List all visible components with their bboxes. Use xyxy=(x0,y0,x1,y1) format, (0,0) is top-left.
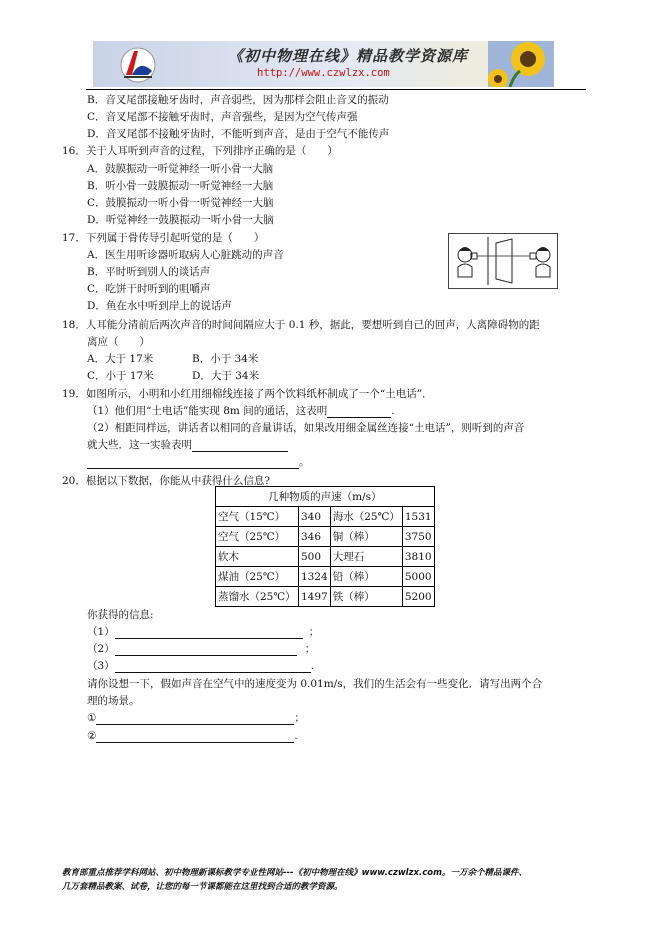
table-cell: 500 xyxy=(299,547,331,567)
table-cell: 大理石 xyxy=(330,547,402,567)
option-16a: A．鼓膜振动一听觉神经一听小骨一大脑 xyxy=(87,163,274,175)
answer-blank-19-1[interactable] xyxy=(327,405,391,418)
option-15c: C．音叉尾部不接触牙齿时，声音强些，是因为空气传声强 xyxy=(87,111,358,123)
question-18-cont: 离应（ ） xyxy=(87,336,150,348)
table-row xyxy=(216,507,435,527)
footer-line-1: 教育部重点推荐学科网站、初中物理新课标教学专业性网站---《初中物理在线》www.czwlzx.com。一万余个精品课件、 xyxy=(62,868,527,878)
table-cell: 5000 xyxy=(402,567,434,587)
question-16: 16．关于人耳听到声音的过程，下列排序正确的是（ ） xyxy=(62,145,338,157)
info-2-label: （2） xyxy=(87,643,115,655)
question-17: 17．下列属于骨传导引起听觉的是（ ） xyxy=(62,232,265,244)
answer-blank-19-2b[interactable] xyxy=(87,456,299,469)
question-18: 18．人耳能分清前后两次声音的时间间隔应大于 0.1 秒，据此，要想听到自己的回声，人离障碍物的距 xyxy=(62,319,540,331)
option-16d: D．听觉神经一鼓膜振动一听小骨一大脑 xyxy=(87,214,274,226)
string-telephone-figure xyxy=(448,233,558,289)
q19-part2-text: 就大些．这一实验表明 xyxy=(87,439,192,451)
option-15d: D．音叉尾部不接触牙齿时，不能听到声音，是由于空气不能传声 xyxy=(87,128,390,140)
option-16c: C．鼓膜振动一听小骨一听觉神经一大脑 xyxy=(87,197,274,209)
banner-title: 《初中物理在线》精品教学资源库 xyxy=(228,47,469,65)
imagine-prompt: 请你设想一下，假如声音在空气中的速度变为 0.01m/s，我们的生活会有一些变化．请写出两个合 xyxy=(87,678,543,690)
table-cell: 1531 xyxy=(402,507,434,527)
site-logo-icon xyxy=(118,45,158,83)
scenario-1-label: ① xyxy=(87,712,97,724)
info-2-end: ； xyxy=(304,643,316,655)
option-15b: B．音叉尾部接触牙齿时，声音弱些，因为那样会阻止音叉的振动 xyxy=(87,94,389,106)
table-cell: 铅（棒） xyxy=(330,567,402,587)
table-row xyxy=(216,567,435,587)
answer-blank-scenario-1[interactable] xyxy=(96,712,294,725)
q19-part1-text: （1）他们用“土电话”能实现 8m 间的通话，这表明 xyxy=(87,405,328,417)
table-cell: 340 xyxy=(299,507,331,527)
question-19-part2-line2 xyxy=(87,455,310,469)
info-line-3 xyxy=(87,659,314,673)
table-cell: 煤油（25℃） xyxy=(216,567,299,587)
info-3-end: . xyxy=(310,660,315,672)
option-17d: D．鱼在水中听到岸上的说话声 xyxy=(87,300,232,312)
info-label: 你获得的信息: xyxy=(87,609,154,621)
table-cell: 1324 xyxy=(299,567,331,587)
table-row xyxy=(216,547,435,567)
page-footer xyxy=(62,866,527,894)
option-17a: A．医生用听诊器听取病人心脏跳动的声音 xyxy=(87,249,284,261)
option-18c: C．小于 17米 xyxy=(87,370,154,382)
question-19-part2-cont xyxy=(87,438,288,452)
table-cell: 空气（15℃） xyxy=(216,507,299,527)
scenario-1-end: ； xyxy=(294,712,305,724)
info-line-2 xyxy=(87,642,315,656)
option-18d: D．大于 34米 xyxy=(192,370,260,382)
table-cell: 5200 xyxy=(402,587,434,607)
sunflower-icon xyxy=(488,41,554,87)
question-20: 20．根据以下数据，你能从中获得什么信息? xyxy=(62,475,270,487)
table-cell: 铁（棒） xyxy=(330,587,402,607)
scenario-line-1 xyxy=(87,711,305,725)
table-cell: 铜（棒） xyxy=(330,527,402,547)
option-18a: A．大于 17米 xyxy=(87,353,154,365)
answer-blank-scenario-2[interactable] xyxy=(96,730,294,743)
answer-blank-info-3[interactable] xyxy=(115,660,311,673)
option-16b: B．听小骨一鼓膜振动一听觉神经一大脑 xyxy=(87,180,274,192)
info-3-label: （3） xyxy=(87,660,115,672)
question-19-part1 xyxy=(87,404,395,418)
table-cell: 蒸馏水（25℃） xyxy=(216,587,299,607)
sound-speed-table xyxy=(215,486,435,607)
footer-line-2: 几万套精品教案、试卷，让您的每一节课都能在这里找到合适的教学资源。 xyxy=(62,882,343,892)
table-cell: 软木 xyxy=(216,547,299,567)
question-19: 19．如图所示，小明和小红用细棉线连接了两个饮料纸杯制成了一个“土电话”． xyxy=(62,388,433,400)
table-row xyxy=(216,587,435,607)
scenario-2-label: ② xyxy=(87,730,97,742)
imagine-prompt-cont: 理的场景。 xyxy=(87,695,140,707)
table-cell: 346 xyxy=(299,527,331,547)
answer-blank-19-2a[interactable] xyxy=(192,439,288,452)
header-banner xyxy=(93,41,554,87)
answer-blank-info-2[interactable] xyxy=(115,643,297,656)
table-cell: 3750 xyxy=(402,527,434,547)
answer-blank-info-1[interactable] xyxy=(115,626,303,639)
table-cell: 3810 xyxy=(402,547,434,567)
option-18b: B．小于 34米 xyxy=(192,353,259,365)
option-17b: B．平时听到别人的谈话声 xyxy=(87,266,211,278)
scenario-line-2 xyxy=(87,729,298,743)
option-17c: C．吃饼干时听到的咀嚼声 xyxy=(87,283,211,295)
table-cell: 空气（25℃） xyxy=(216,527,299,547)
info-1-end: ； xyxy=(308,626,320,638)
banner-url[interactable]: http://www.czwlzx.com xyxy=(257,67,390,79)
info-line-1 xyxy=(87,625,319,639)
table-title: 几种物质的声速（m/s） xyxy=(216,487,435,507)
question-19-part2: （2）相距同样远，讲话者以相同的音量讲话，如果改用细金属丝连接“土电话”，则听到的声音 xyxy=(87,422,525,434)
scenario-2-end: . xyxy=(294,730,298,742)
header-rule xyxy=(86,89,586,90)
q19-part1-end: . xyxy=(391,405,395,417)
table-cell: 1497 xyxy=(299,587,331,607)
table-cell: 海水（25℃） xyxy=(330,507,402,527)
table-row xyxy=(216,527,435,547)
q19-part2-end: 。 xyxy=(299,456,310,468)
info-1-label: （1） xyxy=(87,626,115,638)
